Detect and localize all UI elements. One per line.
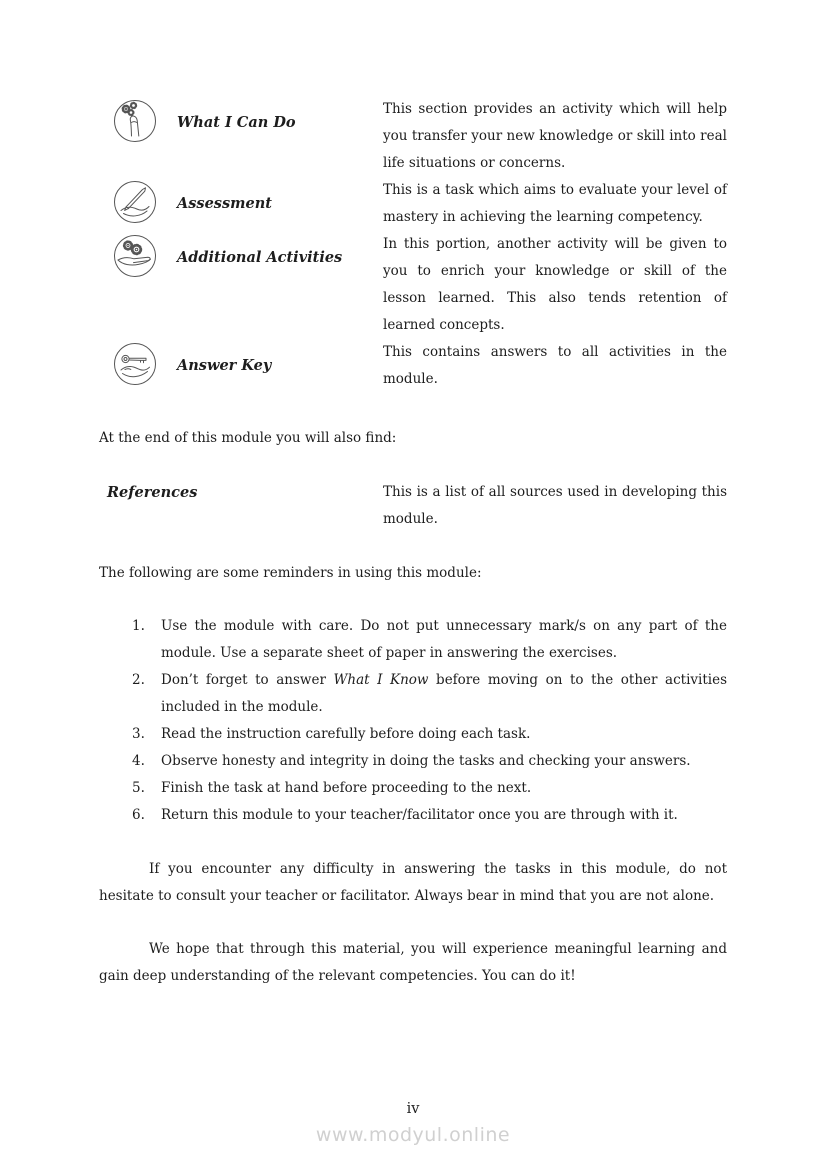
guide-label-assessment: Assessment <box>177 194 272 212</box>
reminders-intro-text: The following are some reminders in using this module: <box>99 565 482 581</box>
list-item-text: Observe honesty and integrity in doing the tasks and checking your answers. <box>161 753 691 769</box>
guide-desc-what-i-can-do: This section provides an activity which will help you transfer your new knowledge or skill into real life situations or concerns. <box>383 101 727 171</box>
guide-label-additional-activities: Additional Activities <box>177 248 343 266</box>
list-item <box>99 613 727 667</box>
list-item <box>99 802 727 829</box>
list-item-number: 6. <box>132 807 145 823</box>
list-item-number: 4. <box>132 753 145 769</box>
list-item-number: 1. <box>132 618 145 634</box>
watermark-text: www.modyul.online <box>315 1124 511 1146</box>
find-intro-text: At the end of this module you will also find: <box>99 430 397 446</box>
list-item-text: Read the instruction carefully before doing each task. <box>161 726 531 742</box>
list-item <box>99 748 727 775</box>
list-item-number: 5. <box>132 780 145 796</box>
guide-desc-additional-activities: In this portion, another activity will be given to you to enrich your knowledge or skill of the lesson learned. This also tends retention of learned concepts. <box>383 236 727 333</box>
list-item-text: Finish the task at hand before proceeding to the next. <box>161 780 532 796</box>
guide-row-answer-key <box>99 339 727 393</box>
references-description: This is a list of all sources used in developing this module. <box>383 484 727 527</box>
list-item-text: Return this module to your teacher/facilitator once you are through with it. <box>161 807 678 823</box>
assessment-icon <box>99 177 177 224</box>
list-item-number: 3. <box>132 726 145 742</box>
guide-label-answer-key: Answer Key <box>177 356 272 374</box>
guide-row-assessment <box>99 177 727 231</box>
list-item-text: Don’t forget to answer What I Know before moving on to the other activities included in the module. <box>161 672 727 715</box>
list-item-number: 2. <box>132 672 145 688</box>
what-i-can-do-icon <box>99 96 177 143</box>
section-guide-table <box>99 96 727 393</box>
list-item <box>99 721 727 748</box>
reminders-list <box>99 613 727 829</box>
guide-row-what-i-can-do <box>99 96 727 177</box>
references-row <box>99 479 727 533</box>
closing-paragraph-1: If you encounter any difficulty in answering the tasks in this module, do not hesitate to consult your teacher or facilitator. Always bear in mind that you are not alone. <box>99 861 727 904</box>
list-item-text: Use the module with care. Do not put unnecessary mark/s on any part of the module. Use a separate sheet of paper in answering the exercises. <box>161 618 727 661</box>
closing-paragraph-2: We hope that through this material, you will experience meaningful learning and gain deep understanding of the relevant competencies. You can do it! <box>99 941 727 984</box>
guide-label-what-i-can-do: What I Can Do <box>177 113 296 131</box>
answer-key-icon <box>99 339 177 386</box>
guide-row-additional-activities <box>99 231 727 339</box>
page-number: iv <box>406 1101 420 1117</box>
list-item <box>99 775 727 802</box>
list-item <box>99 667 727 721</box>
additional-activities-icon <box>99 231 177 278</box>
references-label: References <box>107 484 198 501</box>
page-content <box>99 96 727 990</box>
guide-desc-answer-key: This contains answers to all activities in the module. <box>383 344 727 387</box>
guide-desc-assessment: This is a task which aims to evaluate your level of mastery in achieving the learning competency. <box>383 182 727 225</box>
